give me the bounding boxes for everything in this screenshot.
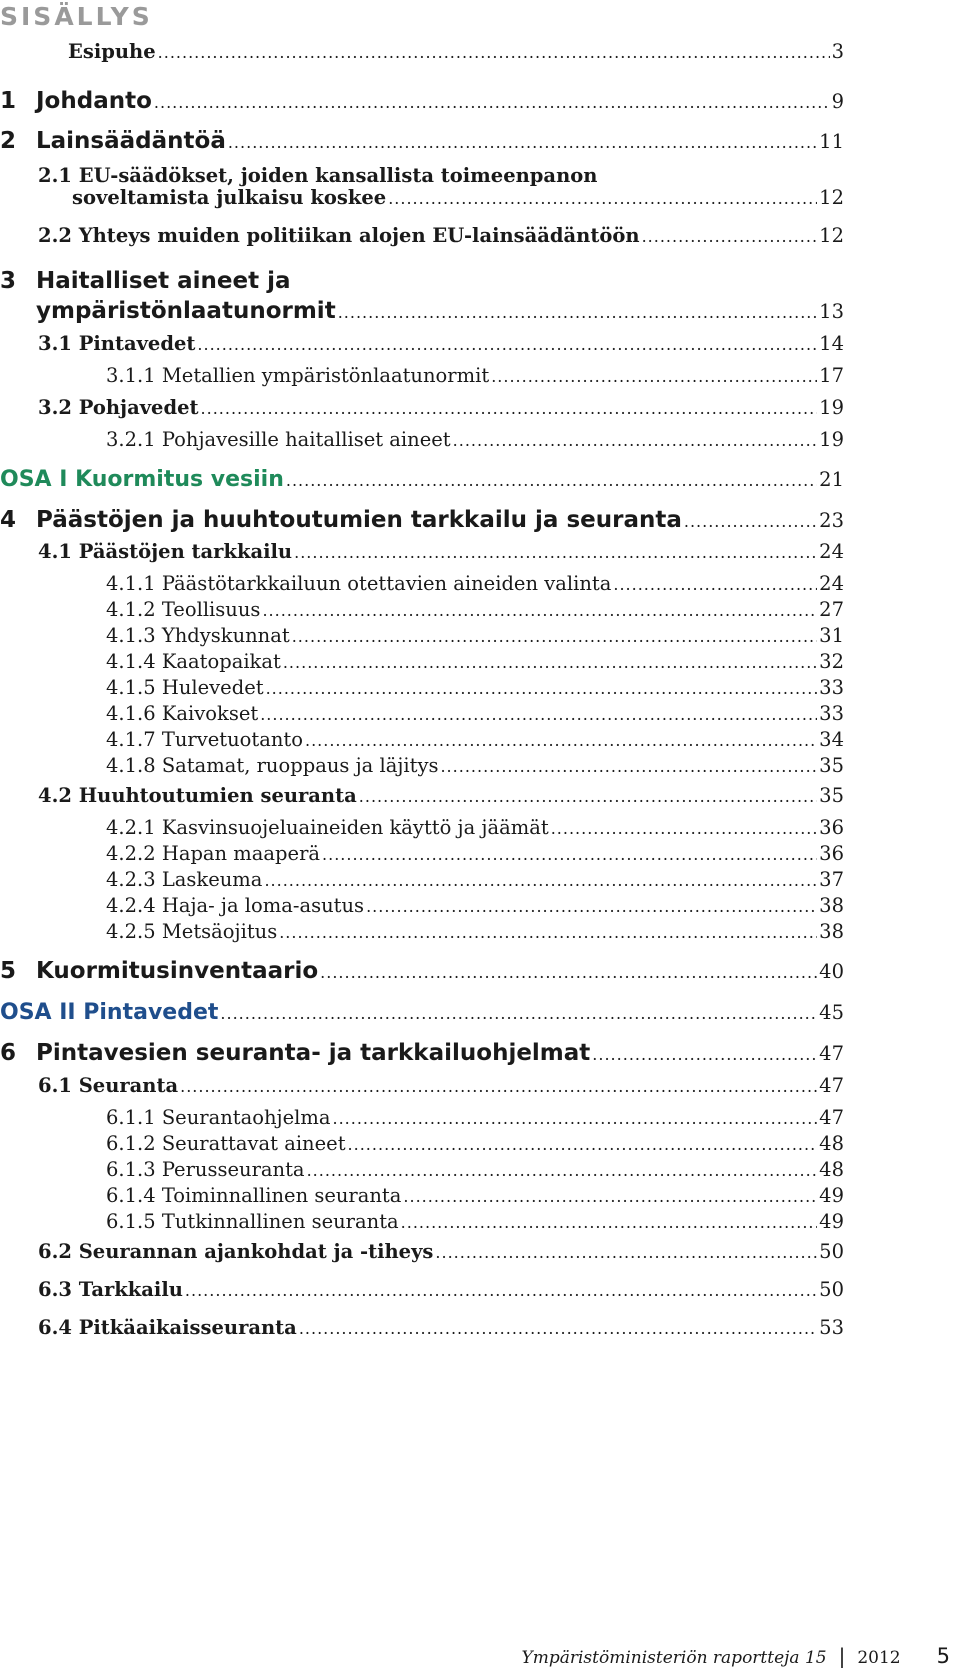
dot-leader [332, 1106, 817, 1129]
toc-page-number: 33 [819, 676, 844, 699]
dot-leader [185, 1278, 817, 1301]
dot-leader [197, 332, 817, 355]
toc-page-number: 35 [819, 754, 844, 777]
toc-entry-6-2[interactable] [38, 1240, 844, 1270]
toc-entry-title: 4.1.2 Teollisuus [106, 598, 261, 621]
dot-leader [388, 186, 817, 209]
toc-entry-title: Johdanto [36, 88, 152, 114]
toc-entry-title: Lainsäädäntöä [36, 128, 226, 154]
toc-entry-4-2-5[interactable] [106, 920, 844, 950]
page-footer [522, 1644, 951, 1668]
dot-leader [320, 958, 817, 984]
toc-entry-6-3[interactable] [38, 1278, 844, 1308]
toc-part-title: OSA II Pintavedet [0, 1000, 219, 1025]
toc-page-number: 9 [831, 90, 844, 113]
toc-entry-title: 4.2 Huuhtoutumien seuranta [38, 784, 357, 807]
toc-entry-title: 6.2 Seurannan ajankohdat ja -tiheys [38, 1240, 434, 1263]
toc-page-number: 12 [819, 186, 844, 209]
publication-series: Ympäristöministeriön raportteja 15 [521, 1648, 827, 1668]
dot-leader [292, 624, 817, 647]
toc-page-number: 53 [819, 1316, 844, 1339]
toc-chapter-number: 1 [0, 88, 17, 114]
toc-page-number: 34 [819, 728, 844, 751]
toc-page-number: 50 [819, 1240, 844, 1263]
toc-page-number: 50 [819, 1278, 844, 1301]
dot-leader [220, 1000, 817, 1025]
toc-page-number: 36 [819, 816, 844, 839]
dot-leader [262, 598, 817, 621]
toc-entry-title: Päästöjen ja huuhtoutumien tarkkailu ja seuranta [36, 507, 682, 533]
toc-page-number: 38 [819, 920, 844, 943]
toc-part-osa-2[interactable] [0, 1000, 844, 1030]
publication-year: 2012 [857, 1648, 901, 1668]
dot-leader [322, 842, 817, 865]
dot-leader [440, 754, 817, 777]
toc-page-number: 21 [819, 468, 844, 491]
dot-leader [366, 894, 817, 917]
dot-leader [158, 40, 830, 63]
toc-entry-6-1[interactable] [38, 1074, 844, 1104]
toc-entry-title: 6.1 Seuranta [38, 1074, 179, 1097]
toc-entry-title: 4.1.5 Hulevedet [106, 676, 264, 699]
toc-entry-title: ympäristönlaatunormit [36, 298, 336, 324]
toc-entry-title: 4.2.2 Hapan maaperä [106, 842, 321, 865]
toc-page-number: 11 [819, 130, 844, 153]
toc-entry-title: 6.1.2 Seurattavat aineet [106, 1132, 346, 1155]
dot-leader [201, 396, 818, 419]
toc-page-number: 45 [819, 1001, 844, 1024]
toc-entry-title-line1: 2.1 EU-säädökset, joiden kansallista toimeenpanon [38, 164, 598, 187]
toc-entry-title: 4.1.6 Kaivokset [106, 702, 259, 725]
toc-entry-title: 6.1.3 Perusseuranta [106, 1158, 305, 1181]
page-number: 5 [936, 1644, 950, 1668]
dot-leader [453, 428, 818, 451]
toc-entry-title: 6.1.4 Toiminnallinen seuranta [106, 1184, 402, 1207]
toc-entry-title: 6.1.1 Seurantaohjelma [106, 1106, 331, 1129]
toc-page-number: 17 [819, 364, 844, 387]
toc-entry-2-1[interactable] [72, 186, 844, 216]
dot-leader [279, 920, 817, 943]
toc-chapter-number: 4 [0, 507, 17, 533]
toc-chapter-number: 2 [0, 128, 17, 154]
toc-page-number: 12 [819, 224, 844, 247]
toc-part-osa-1[interactable] [0, 467, 844, 497]
toc-page-number: 38 [819, 894, 844, 917]
toc-entry-title: Esipuhe [68, 40, 156, 63]
dot-leader [592, 1040, 817, 1066]
dot-leader [266, 676, 818, 699]
dot-leader [435, 1240, 817, 1263]
toc-page-number: 33 [819, 702, 844, 725]
dot-leader [299, 1316, 817, 1339]
toc-entry-title: 4.2.1 Kasvinsuojeluaineiden käyttö ja jäämät [106, 816, 549, 839]
toc-part-title: OSA I Kuormitus vesiin [0, 467, 284, 492]
dot-leader [338, 298, 817, 324]
toc-entry-title: 6.1.5 Tutkinnallinen seuranta [106, 1210, 399, 1233]
dot-leader [264, 868, 817, 891]
toc-chapter-number: 5 [0, 958, 17, 984]
dot-leader [684, 507, 817, 533]
dot-leader [348, 1132, 818, 1155]
dot-leader [401, 1210, 818, 1233]
dot-leader [305, 728, 817, 751]
toc-entry-title: 4.1.8 Satamat, ruoppaus ja läjitys [106, 754, 439, 777]
toc-page-number: 48 [819, 1132, 844, 1155]
toc-entry-title: Haitalliset aineet ja [36, 268, 291, 294]
dot-leader [260, 702, 817, 725]
toc-entry-title-line1 [0, 268, 291, 294]
toc-entry-kuormitusinventaario[interactable] [0, 958, 844, 988]
toc-page-number: 35 [819, 784, 844, 807]
toc-page-number: 36 [819, 842, 844, 865]
toc-page-number: 49 [819, 1184, 844, 1207]
toc-entry-pintavesien-seuranta[interactable] [0, 1040, 844, 1070]
toc-entry-title: soveltamista julkaisu koskee [72, 186, 387, 209]
dot-leader [491, 364, 817, 387]
toc-entry-title: Kuormitusinventaario [36, 958, 319, 984]
dot-leader [294, 540, 817, 563]
toc-page-number: 31 [819, 624, 844, 647]
toc-entry-title: 3.2 Pohjavedet [38, 396, 199, 419]
toc-entry-3-2[interactable] [38, 396, 844, 426]
toc-page-number: 40 [819, 960, 844, 983]
toc-chapter-number: 3 [0, 268, 17, 294]
toc-page-number: 47 [819, 1074, 844, 1097]
dot-leader [642, 224, 818, 247]
dot-leader [154, 88, 830, 114]
toc-entry-4-1[interactable] [38, 540, 844, 570]
toc-page-number: 32 [819, 650, 844, 673]
toc-page-number: 47 [819, 1106, 844, 1129]
toc-entry-3-1[interactable] [38, 332, 844, 362]
toc-page-number: 24 [819, 540, 844, 563]
footer-separator: | [838, 1644, 846, 1668]
toc-page-number: 37 [819, 868, 844, 891]
toc-entry-6-4[interactable] [38, 1316, 844, 1346]
dot-leader [613, 572, 817, 595]
toc-entry-title: 4.1.7 Turvetuotanto [106, 728, 303, 751]
toc-entry-3-2-1[interactable] [106, 428, 844, 458]
toc-page-number: 13 [819, 300, 844, 323]
toc-page-number: 19 [819, 396, 844, 419]
toc-page-number: 19 [819, 428, 844, 451]
toc-page-number: 14 [819, 332, 844, 355]
toc-entry-title: Pintavesien seuranta- ja tarkkailuohjelmat [36, 1040, 591, 1066]
toc-page-number: 47 [819, 1042, 844, 1065]
dot-leader [359, 784, 817, 807]
toc-page-number: 23 [819, 509, 844, 532]
toc-entry-paastojen-tarkkailu[interactable] [0, 507, 844, 537]
toc-entry-johdanto[interactable] [0, 88, 844, 118]
toc-entry-title: 3.2.1 Pohjavesille haitalliset aineet [106, 428, 451, 451]
toc-page-number: 48 [819, 1158, 844, 1181]
toc-entry-haitalliset-aineet[interactable] [36, 298, 844, 328]
toc-entry-title: 2.2 Yhteys muiden politiikan alojen EU-lainsäädäntöön [38, 224, 640, 247]
toc-entry-title: 4.2.5 Metsäojitus [106, 920, 278, 943]
dot-leader [403, 1184, 817, 1207]
toc-entry-title: 4.1.3 Yhdyskunnat [106, 624, 290, 647]
toc-entry-title: 3.1 Pintavedet [38, 332, 196, 355]
toc-entry-4-1-8[interactable] [106, 754, 844, 784]
toc-entry-6-1-5[interactable] [106, 1210, 844, 1240]
toc-entry-title: 3.1.1 Metallien ympäristönlaatunormit [106, 364, 490, 387]
toc-entry-title: 4.1.1 Päästötarkkailuun otettavien aineiden valinta [106, 572, 612, 595]
dot-leader [228, 128, 817, 154]
toc-entry-title: 4.1 Päästöjen tarkkailu [38, 540, 293, 563]
toc-page-number: 24 [819, 572, 844, 595]
page-title: SISÄLLYS [0, 2, 153, 31]
toc-entry-title: 4.2.4 Haja- ja loma-asutus [106, 894, 365, 917]
toc-entry-4-2[interactable] [38, 784, 844, 814]
dot-leader [307, 1158, 818, 1181]
toc-page-number: 3 [831, 40, 844, 63]
dot-leader [180, 1074, 817, 1097]
toc-page-number: 27 [819, 598, 844, 621]
toc-entry-2-2[interactable] [38, 224, 844, 254]
toc-entry-title: 4.2.3 Laskeuma [106, 868, 263, 891]
toc-entry-title: 4.1.4 Kaatopaikat [106, 650, 281, 673]
toc-entry-title: 6.3 Tarkkailu [38, 1278, 183, 1301]
toc-entry-esipuhe[interactable] [68, 40, 844, 70]
toc-entry-title: 6.4 Pitkäaikaisseuranta [38, 1316, 297, 1339]
dot-leader [551, 816, 817, 839]
toc-entry-3-1-1[interactable] [106, 364, 844, 394]
toc-entry-lainsaadantoa[interactable] [0, 128, 844, 158]
toc-chapter-number: 6 [0, 1040, 17, 1066]
dot-leader [286, 467, 817, 492]
toc-page-number: 49 [819, 1210, 844, 1233]
dot-leader [283, 650, 817, 673]
